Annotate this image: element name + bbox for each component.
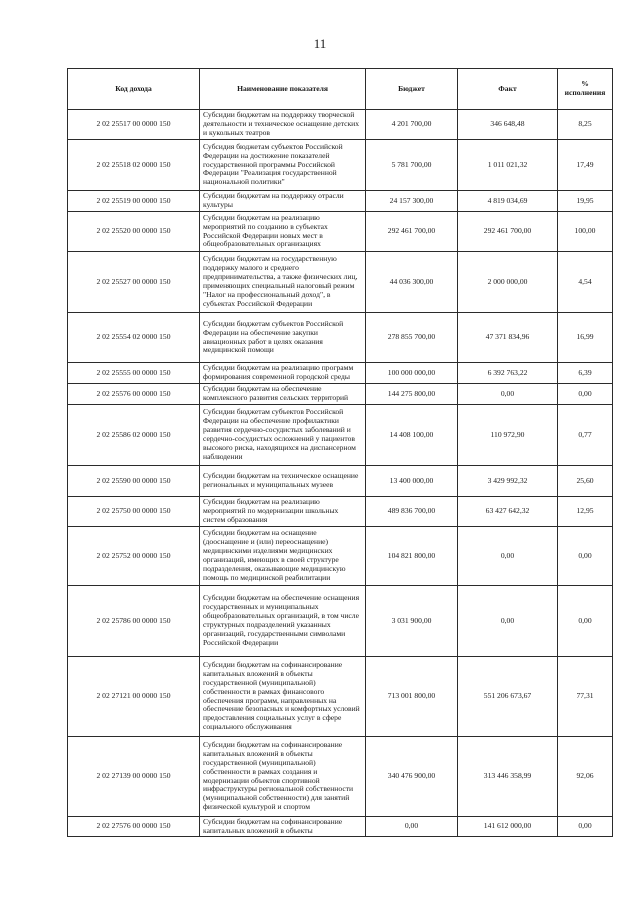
cell-budget: 0,00 <box>366 817 458 837</box>
cell-code: 2 02 25519 00 0000 150 <box>68 191 200 212</box>
cell-name: Субсидии бюджетам на техническое оснащение региональных и муниципальных музеев <box>200 466 366 497</box>
header-pct: % исполнения <box>558 69 613 110</box>
cell-pct: 92,06 <box>558 737 613 817</box>
cell-fact: 346 648,48 <box>458 110 558 140</box>
cell-code: 2 02 25520 00 0000 150 <box>68 212 200 252</box>
cell-pct: 0,77 <box>558 405 613 466</box>
cell-name: Субсидии бюджетам на софинансирование капитальных вложений в объекты государственной (муниципальной) собственности в рамках финансового обеспечения программ, направленных на обеспечение безопасных и комфортных условий предоставления социальных услуг в сфере социального обслуживания <box>200 657 366 737</box>
cell-name: Субсидии бюджетам на оснащение (дооснащение и (или) переоснащение) медицинскими изделиями медицинских организаций, имеющих в своей структуре подразделения, оказывающие медицинскую помощь по медицинской реабилитации <box>200 527 366 586</box>
cell-code: 2 02 25786 00 0000 150 <box>68 586 200 657</box>
cell-fact: 1 011 021,32 <box>458 140 558 191</box>
cell-budget: 4 201 700,00 <box>366 110 458 140</box>
cell-budget: 24 157 300,00 <box>366 191 458 212</box>
cell-fact: 6 392 763,22 <box>458 363 558 384</box>
header-budget: Бюджет <box>366 69 458 110</box>
cell-fact: 47 371 834,96 <box>458 313 558 363</box>
cell-pct: 25,60 <box>558 466 613 497</box>
table-row <box>68 212 613 252</box>
cell-pct: 4,54 <box>558 252 613 313</box>
cell-pct: 16,99 <box>558 313 613 363</box>
table-row <box>68 586 613 657</box>
cell-budget: 104 821 800,00 <box>366 527 458 586</box>
table-row <box>68 466 613 497</box>
cell-pct: 12,95 <box>558 497 613 527</box>
table-row <box>68 363 613 384</box>
cell-fact: 4 819 034,69 <box>458 191 558 212</box>
table-row <box>68 384 613 405</box>
cell-name: Субсидии бюджетам на обеспечение комплексного развития сельских территорий <box>200 384 366 405</box>
cell-fact: 0,00 <box>458 586 558 657</box>
revenue-table <box>67 68 613 837</box>
cell-name: Субсидии бюджетам на софинансирование капитальных вложений в объекты <box>200 817 366 837</box>
header-name: Наименование показателя <box>200 69 366 110</box>
cell-pct: 0,00 <box>558 384 613 405</box>
cell-code: 2 02 27139 00 0000 150 <box>68 737 200 817</box>
cell-pct: 100,00 <box>558 212 613 252</box>
cell-budget: 100 000 000,00 <box>366 363 458 384</box>
cell-budget: 44 036 300,00 <box>366 252 458 313</box>
cell-fact: 63 427 642,32 <box>458 497 558 527</box>
table-row <box>68 191 613 212</box>
cell-code: 2 02 25555 00 0000 150 <box>68 363 200 384</box>
cell-budget: 144 275 800,00 <box>366 384 458 405</box>
cell-budget: 13 400 000,00 <box>366 466 458 497</box>
cell-budget: 713 001 800,00 <box>366 657 458 737</box>
cell-code: 2 02 25752 00 0000 150 <box>68 527 200 586</box>
cell-fact: 313 446 358,99 <box>458 737 558 817</box>
cell-code: 2 02 25576 00 0000 150 <box>68 384 200 405</box>
cell-name: Субсидии бюджетам на обеспечение оснащения государственных и муниципальных общеобразовательных организаций, в том числе структурных подразделений указанных организаций, государственными символами Российской Федерации <box>200 586 366 657</box>
cell-fact: 292 461 700,00 <box>458 212 558 252</box>
table-row <box>68 110 613 140</box>
cell-pct: 6,39 <box>558 363 613 384</box>
table-row <box>68 313 613 363</box>
cell-pct: 0,00 <box>558 586 613 657</box>
table-row <box>68 252 613 313</box>
cell-name: Субсидии бюджетам на поддержку творческой деятельности и техническое оснащение детских и кукольных театров <box>200 110 366 140</box>
cell-fact: 0,00 <box>458 384 558 405</box>
cell-budget: 5 781 700,00 <box>366 140 458 191</box>
cell-budget: 292 461 700,00 <box>366 212 458 252</box>
cell-name: Субсидия бюджетам субъектов Российской Федерации на достижение показателей государственной программы Российской Федерации "Реализация государственной национальной политики" <box>200 140 366 191</box>
table-row <box>68 405 613 466</box>
cell-budget: 489 836 700,00 <box>366 497 458 527</box>
cell-pct: 8,25 <box>558 110 613 140</box>
cell-budget: 278 855 700,00 <box>366 313 458 363</box>
header-fact: Факт <box>458 69 558 110</box>
cell-fact: 3 429 992,32 <box>458 466 558 497</box>
table-row <box>68 527 613 586</box>
table-row <box>68 737 613 817</box>
cell-name: Субсидии бюджетам на софинансирование капитальных вложений в объекты государственной (муниципальной) собственности в рамках создания и модернизации объектов спортивной инфраструктуры региональной собственности (муниципальной собственности) для занятий физической культурой и спортом <box>200 737 366 817</box>
cell-pct: 19,95 <box>558 191 613 212</box>
cell-fact: 0,00 <box>458 527 558 586</box>
cell-name: Субсидии бюджетам на реализацию программ формирования современной городской среды <box>200 363 366 384</box>
table-row <box>68 817 613 837</box>
header-code: Код дохода <box>68 69 200 110</box>
cell-fact: 110 972,90 <box>458 405 558 466</box>
cell-fact: 141 612 000,00 <box>458 817 558 837</box>
cell-budget: 14 408 100,00 <box>366 405 458 466</box>
table-header-row <box>68 69 613 110</box>
cell-budget: 340 476 900,00 <box>366 737 458 817</box>
cell-name: Субсидии бюджетам субъектов Российской Федерации на обеспечение закупки авиационных работ в целях оказания медицинской помощи <box>200 313 366 363</box>
page-number: 11 <box>313 36 327 51</box>
cell-budget: 3 031 900,00 <box>366 586 458 657</box>
cell-name: Субсидии бюджетам на поддержку отрасли культуры <box>200 191 366 212</box>
cell-pct: 0,00 <box>558 817 613 837</box>
cell-name: Субсидии бюджетам на реализацию мероприятий по модернизации школьных систем образования <box>200 497 366 527</box>
cell-code: 2 02 25518 02 0000 150 <box>68 140 200 191</box>
table-row <box>68 497 613 527</box>
cell-code: 2 02 27576 00 0000 150 <box>68 817 200 837</box>
table-row <box>68 657 613 737</box>
table-row <box>68 140 613 191</box>
cell-pct: 0,00 <box>558 527 613 586</box>
cell-code: 2 02 25590 00 0000 150 <box>68 466 200 497</box>
cell-fact: 551 206 673,67 <box>458 657 558 737</box>
cell-code: 2 02 25750 00 0000 150 <box>68 497 200 527</box>
cell-code: 2 02 25554 02 0000 150 <box>68 313 200 363</box>
cell-code: 2 02 25527 00 0000 150 <box>68 252 200 313</box>
cell-code: 2 02 25586 02 0000 150 <box>68 405 200 466</box>
cell-name: Субсидии бюджетам на реализацию мероприятий по созданию в субъектах Российской Федерации новых мест в общеобразовательных организациях <box>200 212 366 252</box>
cell-fact: 2 000 000,00 <box>458 252 558 313</box>
cell-pct: 17,49 <box>558 140 613 191</box>
cell-name: Субсидии бюджетам на государственную поддержку малого и среднего предпринимательства, а также физических лиц, применяющих специальный налоговый режим "Налог на профессиональный доход", в субъектах Российской Федерации <box>200 252 366 313</box>
cell-code: 2 02 25517 00 0000 150 <box>68 110 200 140</box>
cell-name: Субсидии бюджетам субъектов Российской Федерации на обеспечение профилактики развития сердечно-сосудистых заболеваний и сердечно-сосудистых осложнений у пациентов высокого риска, находящихся на диспансерном наблюдении <box>200 405 366 466</box>
cell-code: 2 02 27121 00 0000 150 <box>68 657 200 737</box>
cell-pct: 77,31 <box>558 657 613 737</box>
